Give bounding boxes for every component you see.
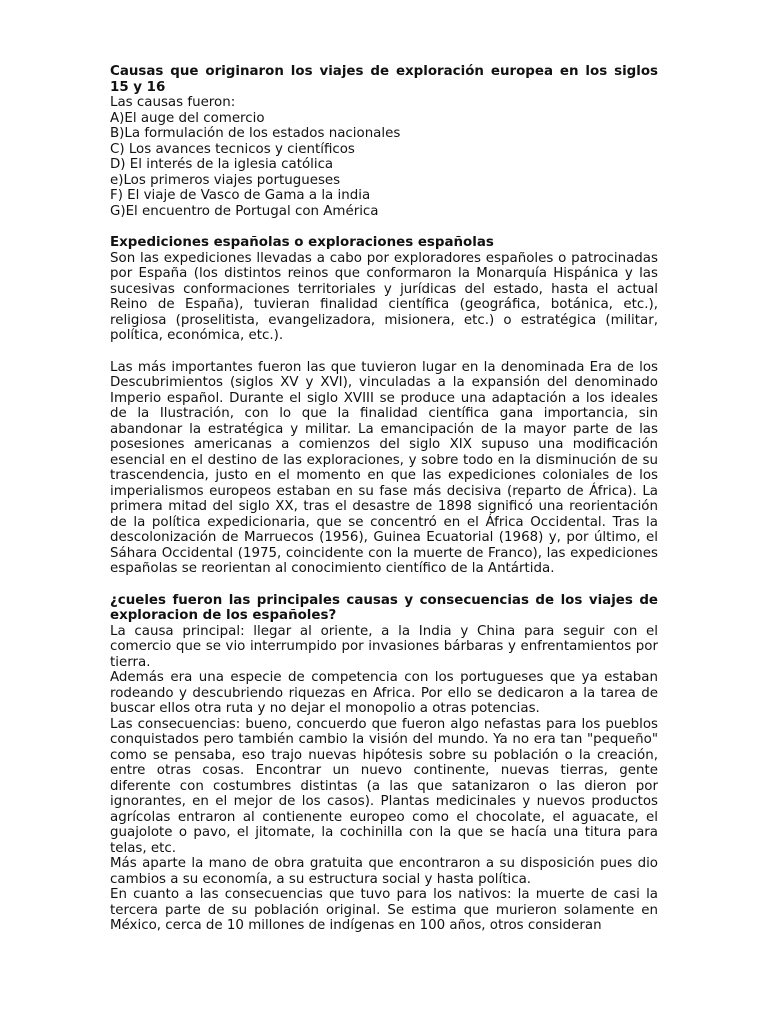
causes-intro: Las causas fueron: xyxy=(110,95,236,110)
paragraph: Las consecuencias: bueno, concuerdo que fueron algo nefastas para los pueblos conquistados pero también cambio la visión del mundo. Ya no era tan "pequeño" como se pensaba, eso trajo nuevas hipótesis sobre su población o la creación, entre otras cosas. Encontrar un nuevo continente, nuevas tierras, gente diferente con costumbres distintas (a las que satanizaron o las dieron por ignorantes, en el mejor de los casos). Plantas medicinales y nuevos productos agrícolas entraron al contienente europeo como el chocolate, el aguacate, el guajolote o pavo, el jitomate, la cochinilla con la que se hacía una titura para telas, etc. xyxy=(110,716,658,856)
cause-item: D) El interés de la iglesia católica xyxy=(110,157,334,172)
cause-item: C) Los avances tecnicos y científicos xyxy=(110,141,355,157)
section-title-causas: Causas que originaron los viajes de exploración europea en los siglos 15 y 16 xyxy=(110,64,658,95)
cause-item: B)La formulación de los estados nacionales xyxy=(110,126,401,141)
document-page xyxy=(110,64,658,934)
spacer xyxy=(110,344,658,360)
paragraph: Más aparte la mano de obra gratuita que encontraron a su disposición pues dio cambios a su economía, a su estructura social y hasta política. xyxy=(110,856,658,887)
paragraph: Las más importantes fueron las que tuvieron lugar en la denominada Era de los Descubrimientos (siglos XV y XVI), vinculadas a la expansión del denominado Imperio español. Durante el siglo XVIII se produce una adaptación a los ideales de la Ilustración, con lo que la finalidad científica gana importancia, sin abandonar la estratégica y militar. La emancipación de la mayor parte de las posesiones americanas a comienzos del siglo XIX supuso una modificación esencial en el destino de las exploraciones, y sobre todo en la disminución de su trascendencia, justo en el momento en que las expediciones coloniales de los imperialismos europeos estaban en su fase más decisiva (reparto de África). La primera mitad del siglo XX, tras el desastre de 1898 significó una reorientación de la política expedicionaria, que se concentró en el África Occidental. Tras la descolonización de Marruecos (1956), Guinea Ecuatorial (1968) y, por último, el Sáhara Occidental (1975, coincidente con la muerte de Franco), las expediciones españolas se reorientan al conocimiento científico de la Antártida. xyxy=(110,359,658,576)
cause-item: A)El auge del comercio xyxy=(110,110,265,126)
cause-item: G)El encuentro de Portugal con América xyxy=(110,203,379,219)
cause-item: F) El viaje de Vasco de Gama a la india xyxy=(110,188,371,203)
section-title-question: ¿cueles fueron las principales causas y consecuencias de los viajes de exploracion de los españoles? xyxy=(110,592,658,623)
cause-item: e)Los primeros viajes portugueses xyxy=(110,172,341,188)
spacer xyxy=(110,577,658,593)
section-title-expediciones: Expediciones españolas o exploraciones españolas xyxy=(110,235,494,250)
paragraph: Son las expediciones llevadas a cabo por exploradores españoles o patrocinadas por España (los distintos reinos que conformaron la Monarquía Hispánica y las sucesivas conformaciones territoriales y jurídicas del estado, hasta el actual Reino de España), tuvieran finalidad científica (geográfica, botánica, etc.), religiosa (proselitista, evangelizadora, misionera, etc.) o estratégica (militar, política, económica, etc.). xyxy=(110,250,658,343)
spacer xyxy=(110,219,658,235)
paragraph: La causa principal: llegar al oriente, a la India y China para seguir con el comercio que se vio interrumpido por invasiones bárbaras y enfrentamientos por tierra. xyxy=(110,623,658,670)
paragraph: Además era una especie de competencia con los portugueses que ya estaban rodeando y descubriendo riquezas en Africa. Por ello se dedicaron a la tarea de buscar ellos otra ruta y no dejar el monopolio a otras potencias. xyxy=(110,670,658,716)
paragraph: En cuanto a las consecuencias que tuvo para los nativos: la muerte de casi la tercera parte de su población original. Se estima que murieron solamente en México, cerca de 10 millones de indígenas en 100 años, otros consideran xyxy=(110,887,658,933)
